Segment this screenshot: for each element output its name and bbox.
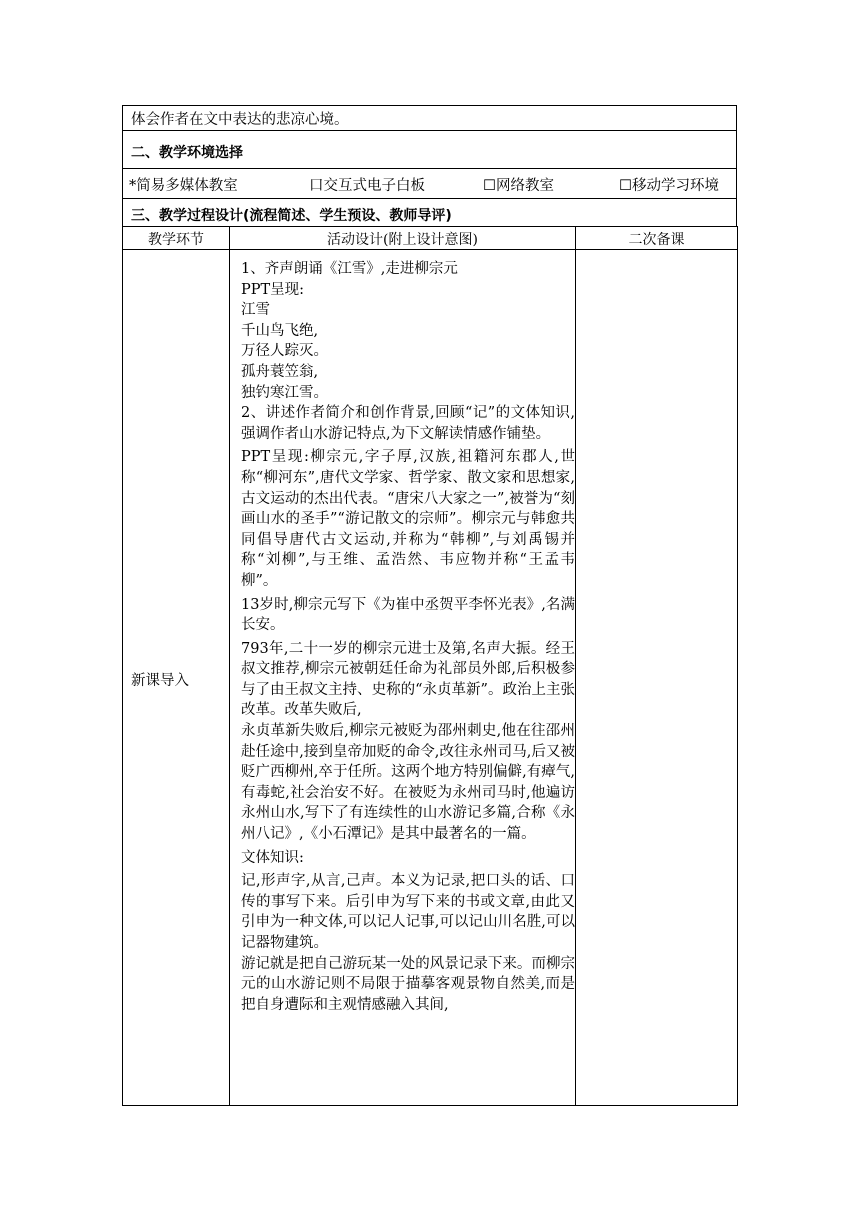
option-simple-multimedia[interactable]: [129, 174, 238, 195]
column-header-stage: 教学环节: [148, 232, 204, 248]
checkbox-icon: 口: [309, 178, 324, 194]
activity-paragraph: 记,形声字,从言,己声。本义为记录,把口头的话、口传的事写下来。后引申为写下来的书或文章,由此又引申为一种文体,可以记人记事,可以记山川名胜,可以记器物建筑。: [241, 873, 575, 951]
poem-line: 万径人踪灭。: [241, 343, 328, 360]
stage-label: 新课导入: [131, 673, 189, 689]
activity-paragraph: 793年,二十一岁的柳宗元进士及第,名声大振。经王叔文推荐,柳宗元被朝廷任命为礼部员外郎,后积极参与了由王叔文主持、史称的“永贞革新”。政治上主张改革。改革失败后,: [241, 640, 575, 719]
option-mark: *: [129, 178, 137, 194]
column-divider: [575, 227, 576, 1105]
poem-line: 孤舟蓑笠翁,: [241, 363, 319, 380]
option-mobile-learning[interactable]: [619, 174, 719, 195]
activity-paragraph: 2、讲述作者简介和创作背景,回顾“记”的文体知识,强调作者山水游记特点,为下文解读情感作铺垫。: [241, 405, 575, 442]
option-network-classroom[interactable]: [483, 174, 554, 195]
activity-paragraph: 文体知识:: [241, 849, 304, 866]
column-header-activity: 活动设计(附上设计意图): [327, 232, 478, 248]
activity-content: [241, 259, 575, 1015]
section2-heading-row: [122, 130, 737, 168]
lesson-process-table: [122, 226, 738, 1106]
activity-paragraph: 1、齐声朗诵《江雪》,走进柳宗元: [241, 261, 458, 277]
option-label: 交互式电子白板: [323, 178, 425, 194]
section3-heading: 三、教学过程设计(流程简述、学生预设、教师导评): [131, 208, 452, 224]
activity-paragraph: 游记就是把自己游玩某一处的风景记录下来。而柳宗元的山水游记则不局限于描摹客观景物自然美,而是把自身遭际和主观情感融入其间,: [241, 955, 575, 1013]
section2-heading: 二、教学环境选择: [131, 145, 243, 161]
activity-paragraph: PPT呈现:柳宗元,字子厚,汉族,祖籍河东郡人,世称“柳河东”,唐代文学家、哲学家、散文家和思想家,古文运动的杰出代表。“唐宋八大家之一”,被誉为“刻画山水的圣手”“游记散文的宗师”。柳宗元与韩愈共同倡导唐代古文运动,并称为“韩柳”,与刘禹锡并称“刘柳”,与王维、孟浩然、韦应物并称“王孟韦柳”。: [241, 449, 575, 589]
poem-line: 千山鸟飞绝,: [241, 322, 319, 339]
section3-heading-row: [122, 198, 737, 226]
environment-options-row: [122, 168, 737, 198]
checkbox-icon: ☐: [619, 178, 632, 194]
header-divider: [123, 249, 737, 250]
intro-line-row: [122, 105, 737, 130]
intro-line: 体会作者在文中表达的悲凉心境。: [131, 112, 349, 128]
poem-line: 独钓寒江雪。: [241, 384, 328, 401]
activity-paragraph: 13岁时,柳宗元写下《为崔中丞贺平李怀光表》,名满长安。: [241, 596, 575, 634]
option-label: 简易多媒体教室: [136, 178, 238, 194]
option-interactive-whiteboard[interactable]: [309, 174, 425, 195]
poem-title: 江雪: [241, 302, 270, 319]
option-label: 移动学习环境: [632, 178, 719, 194]
activity-paragraph: 永贞革新失败后,柳宗元被贬为邵州刺史,他在往邵州赴任途中,接到皇帝加贬的命令,改往永州司马,后又被贬广西柳州,卒于任所。这两个地方特别偏僻,有瘴气,有毒蛇,社会治安不好。在被贬为永州司马时,他遍访永州山水,写下了有连续性的山水游记多篇,合称《永州八记》,《小石潭记》是其中最著名的一篇。: [241, 723, 575, 843]
option-label: 网络教室: [496, 178, 554, 194]
checkbox-icon: ☐: [483, 178, 496, 194]
activity-paragraph: PPT呈现:: [241, 281, 305, 298]
column-header-revision: 二次备课: [628, 232, 685, 248]
column-divider: [229, 227, 230, 1105]
